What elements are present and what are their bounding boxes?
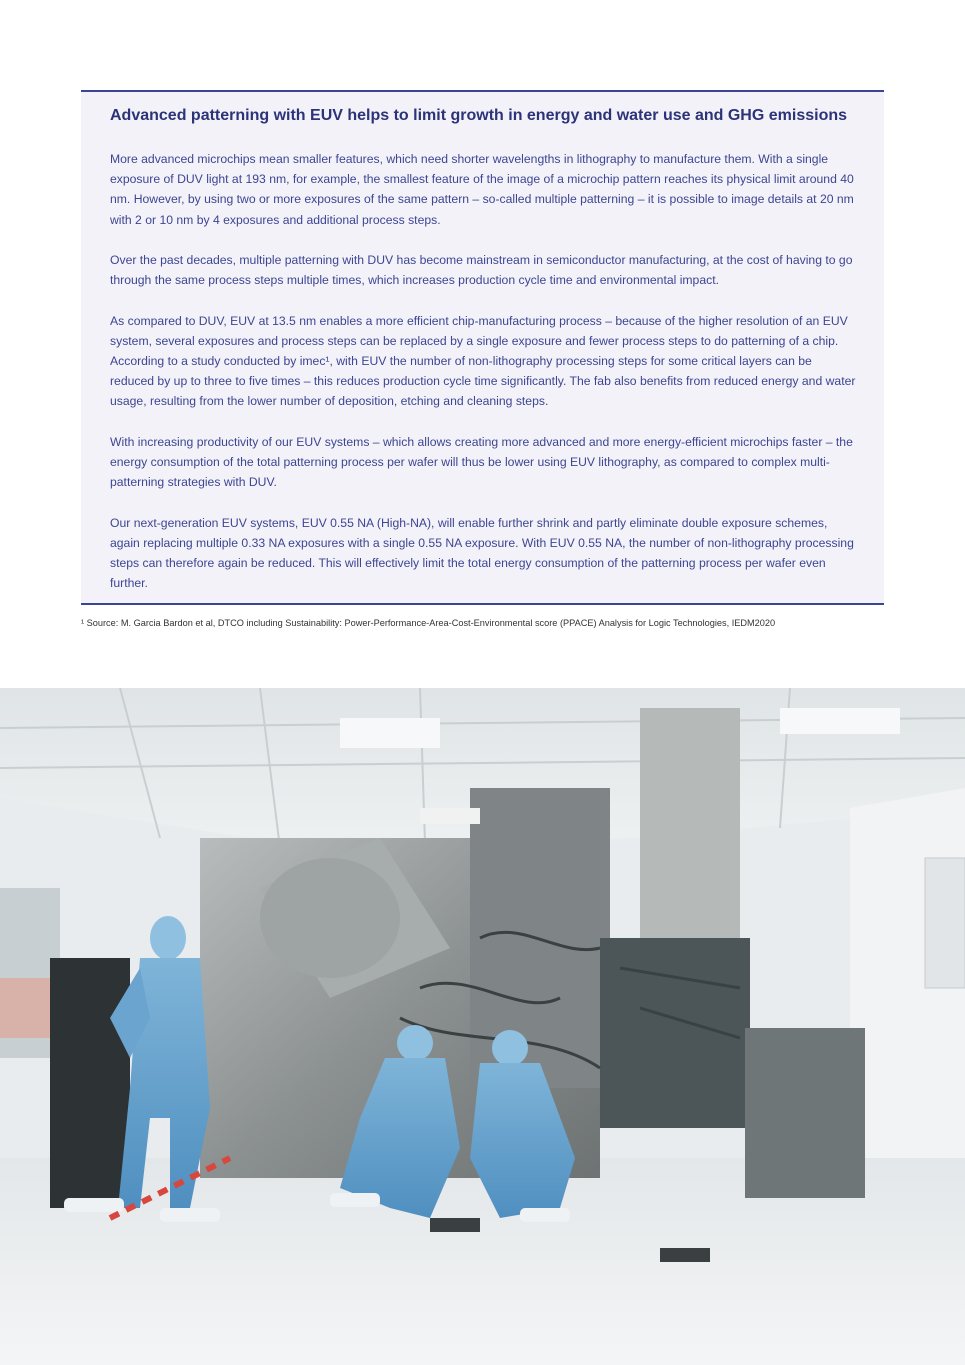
info-box-body — [110, 149, 858, 614]
paragraph-3: As compared to DUV, EUV at 13.5 nm enables a more efficient chip-manufacturing process – because of the higher resolution of an EUV system, several exposures and process steps can be replaced by a single exposure and fewer process steps to do patterning of a chip. According to a study conducted by imec¹, with EUV the number of non-lithography processing steps for some critical layers can be reduced by up to three to five times – this reduces production cycle time significantly. The fab also benefits from reduced energy and water usage, resulting from the lower number of deposition, etching and cleaning steps. — [110, 313, 856, 409]
paragraph-5: Our next-generation EUV systems, EUV 0.55 NA (High-NA), will enable further shrink and partly eliminate double exposure schemes, again replacing multiple 0.33 NA exposures with a single 0.55 NA exposure. With EUV 0.55 NA, the number of non-lithography processing steps can therefore again be reduced. This will effectively limit the total energy consumption of the patterning process per wafer even further. — [110, 515, 854, 591]
paragraph-1: More advanced microchips mean smaller features, which need shorter wavelengths in lithography to manufacture them. With a single exposure of DUV light at 193 nm, for example, the smallest feature of the image of a microchip pattern reaches its physical limit around 40 nm. However, by using two or more exposures of the same pattern – so-called multiple patterning – it is possible to image details at 20 nm with 2 or 10 nm by 4 exposures and additional process steps. — [110, 152, 854, 227]
footnote: ¹ Source: M. Garcia Bardon et al, DTCO including Sustainability: Power-Performance-Area-Cost-Environmental score (PPACE) Analysis for Logic Technologies, IEDM2020 — [81, 618, 776, 628]
paragraph-2: Over the past decades, multiple patterning with DUV has become mainstream in semiconductor manufacturing, at the cost of having to go through the same process steps multiple times, which increases production cycle time and environmental impact. — [110, 253, 853, 288]
info-box — [81, 90, 884, 605]
paragraph-4: With increasing productivity of our EUV systems – which allows creating more advanced and more energy-efficient microchips faster – the energy consumption of the total patterning process per wafer will thus be lower using EUV lithography, as compared to complex multi-patterning strategies with DUV. — [110, 434, 853, 490]
info-box-title: Advanced patterning with EUV helps to limit growth in energy and water use and GHG emissions — [110, 107, 848, 124]
cleanroom-photo — [0, 688, 965, 1365]
